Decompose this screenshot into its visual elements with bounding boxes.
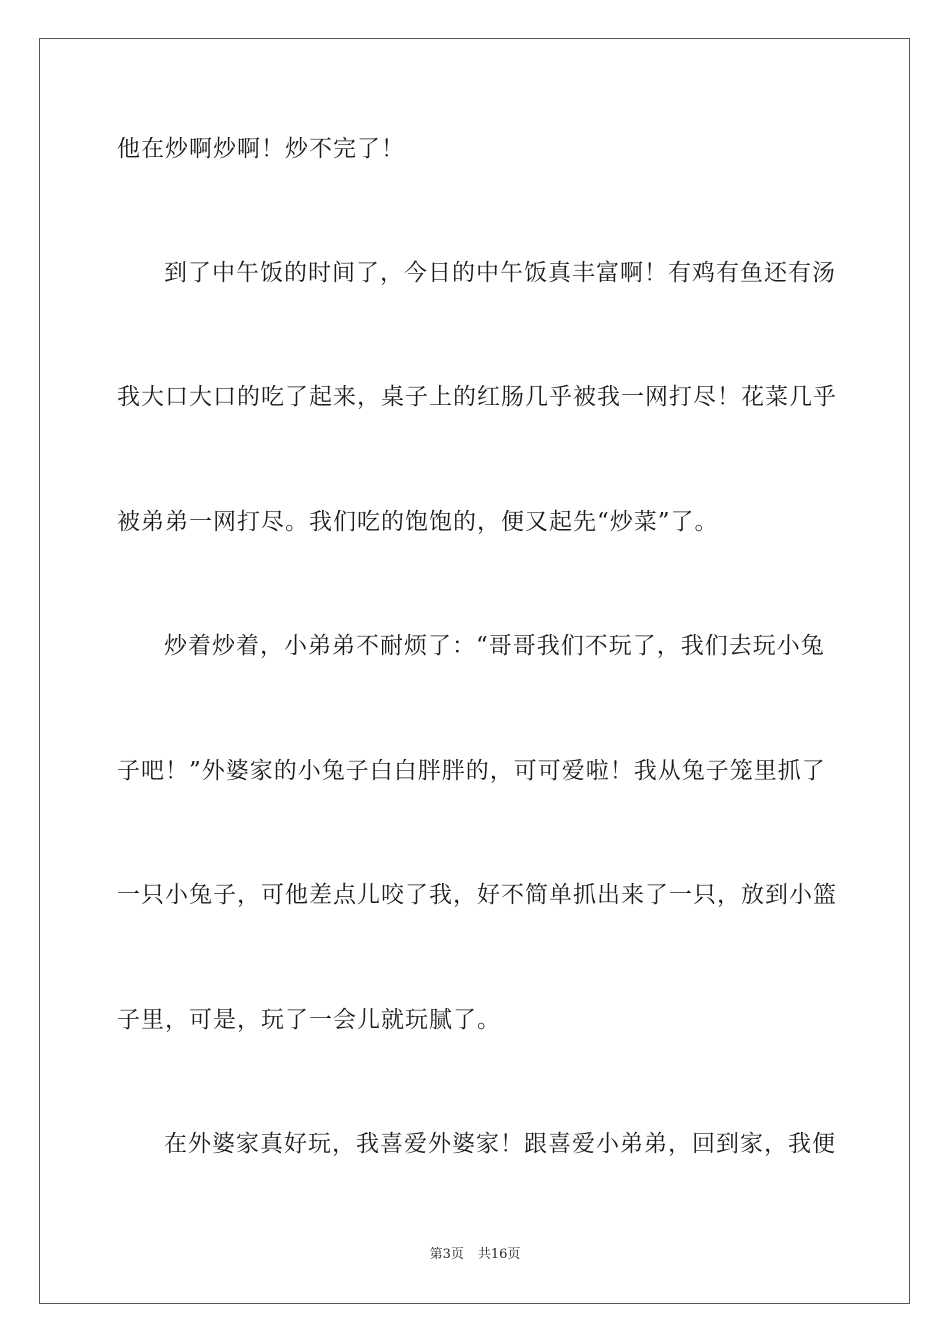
page-frame [39, 38, 910, 1304]
text-line: 被弟弟一网打尽。我们吃的饱饱的，便又起先“炒菜”了。 [117, 509, 719, 535]
text-line: 我大口大口的吃了起来，桌子上的红肠几乎被我一网打尽！花菜几乎 [117, 384, 837, 410]
total-pages: 共16页 [477, 1247, 521, 1262]
text-line: 炒着炒着，小弟弟不耐烦了：“哥哥我们不玩了，我们去玩小兔 [164, 633, 825, 659]
text-line: 子吧！”外婆家的小兔子白白胖胖的，可可爱啦！我从兔子笼里抓了 [117, 758, 826, 784]
page-footer [0, 1246, 950, 1264]
text-line: 子里，可是，玩了一会儿就玩腻了。 [117, 1007, 501, 1033]
text-line: 一只小兔子，可他差点儿咬了我，好不简单抓出来了一只，放到小篮 [117, 882, 837, 908]
text-line: 在外婆家真好玩，我喜爱外婆家！跟喜爱小弟弟，回到家，我便 [164, 1131, 836, 1157]
text-line: 到了中午饭的时间了，今日的中午饭真丰富啊！有鸡有鱼还有汤 [164, 260, 836, 286]
page-number: 第3页 [429, 1247, 464, 1262]
text-line: 他在炒啊炒啊！炒不完了！ [117, 136, 405, 162]
